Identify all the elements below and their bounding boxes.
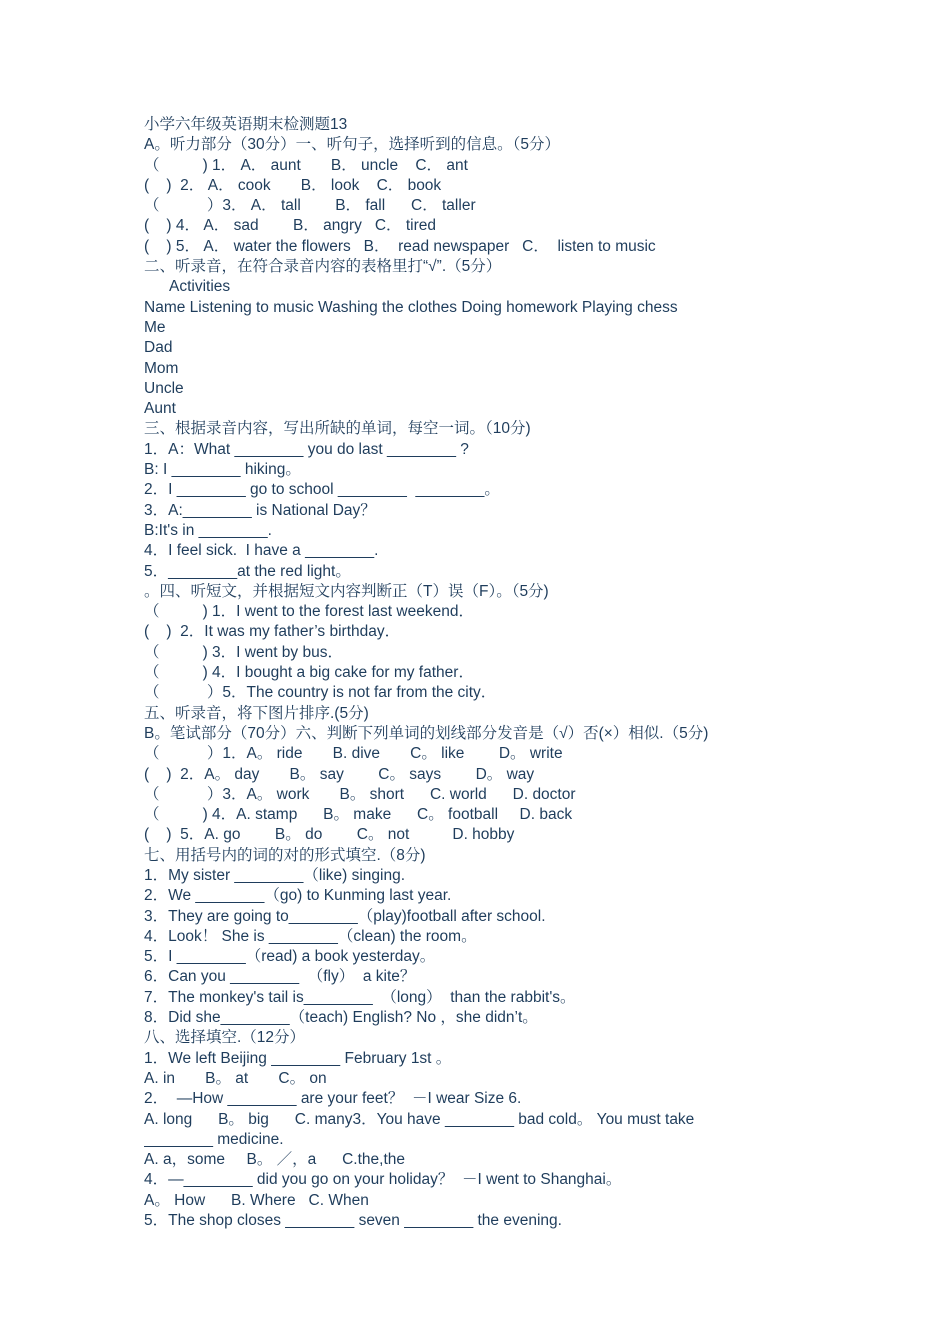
text-line: 3．They are going to________（play)football after school. [144,907,546,925]
text-line: （ ）1．A。 ride B. dive C。 like D。 write [144,745,563,763]
text-line: 8．Did she________（teach) English? No ，she didn’t。 [144,1009,538,1027]
text-line: 3．A:________ is National Day？ [144,501,376,519]
text-line: Uncle [144,379,184,397]
text-line: 二、听录音，在符合录音内容的表格里打“√”.（5分） [144,258,502,276]
text-line: Dad [144,339,173,357]
text-line: ( ) 2．A。 day B。 say C。 says D。 way [144,765,535,783]
text-line: 三、根据录音内容，写出所缺的单词，每空一词。（10分) [144,420,531,438]
text-line: Name Listening to music Washing the clothes Doing homework Playing chess [144,298,678,316]
text-line: 1．A：What ________ you do last ________ ? [144,440,469,458]
text-line: A。 How B. Where C. When [144,1191,369,1209]
text-line: 1．We left Beijing ________ February 1st 。 [144,1049,452,1067]
text-line: （ ) 1． A． aunt B． uncle C． ant [144,156,468,174]
text-line: 八、选择填空.（12分） [144,1029,306,1047]
text-line: A. long B。 big C. many3．You have ________ bad cold。 You must take [144,1110,695,1128]
text-line: 6．Can you ________ （fly） a kite？ [144,968,416,986]
text-line: 2． —How ________ are your feet？ －I wear Size 6. [144,1090,522,1108]
text-line: （ ）3．A。 work B。 short C. world D. doctor [144,785,576,803]
text-line: ( ) 5． A． water the flowers B． read newspaper C． listen to music [144,237,656,255]
text-line: 5．________at the red light。 [144,562,351,580]
text-line: 7．The monkey's tail is________ （long） than the rabbit's。 [144,988,576,1006]
text-line: Me [144,318,166,336]
text-line: B: I ________ hiking。 [144,461,301,479]
text-line: 2．We ________（go) to Kunming last year. [144,887,452,905]
text-line: A。听力部分（30分）一、听句子，选择听到的信息。（5分） [144,136,560,154]
text-line: （ ）5．The country is not far from the city． [144,684,497,702]
text-line: 5．I ________（read) a book yesterday。 [144,948,436,966]
text-line: 五、听录音，将下图片排序.(5分) [144,704,369,722]
text-line: B。笔试部分（70分）六、判断下列单词的划线部分发音是（√）否(×）相似.（5分) [144,724,709,742]
text-line: ( ) 2．It was my father’s birthday． [144,623,401,641]
text-line: 2．I ________ go to school ________ ________。 [144,481,500,499]
text-line: A. in B。 at C。 on [144,1069,327,1087]
text-line: Aunt [144,400,176,418]
text-line: 1．My sister ________（like) singing. [144,866,406,884]
text-line: A. a，some B。 ／，a C.the,the [144,1151,406,1169]
text-line: 七、用括号内的词的对的形式填空.（8分) [144,846,426,864]
text-line: ________ medicine. [144,1130,284,1148]
text-line: ( ) 4． A． sad B． angry C． tired [144,217,437,235]
text-line: （ ) 4．I bought a big cake for my father． [144,664,474,682]
text-line: ( ) 5．A. go B。 do C。 not D. hobby [144,826,515,844]
text-line: （ ) 3．I went by bus． [144,643,343,661]
text-line: 4．—________ did you go on your holiday？ －I went to Shanghai。 [144,1171,622,1189]
exam-text-body [144,115,824,1231]
text-line: Mom [144,359,179,377]
text-line: 。四、听短文，并根据短文内容判断正（T）误（F）。（5分) [144,582,549,600]
text-line: 4．Look！ She is ________（clean) the room。 [144,927,477,945]
text-line: 4．I feel sick. I have a ________. [144,542,379,560]
text-line: Activities [144,278,231,296]
text-line: B:It's in ________. [144,521,272,539]
text-line: ( ) 2． A． cook B． look C． book [144,176,442,194]
text-line: 小学六年级英语期末检测题13 [144,116,348,133]
text-line: （ ) 4．A. stamp B。 make C。 football D. back [144,806,573,824]
text-line: （ ）3． A． tall B． fall C． taller [144,197,476,215]
text-line: （ ) 1．I went to the forest last weekend． [144,603,474,621]
text-line: 5．The shop closes ________ seven ________ the evening. [144,1212,562,1230]
